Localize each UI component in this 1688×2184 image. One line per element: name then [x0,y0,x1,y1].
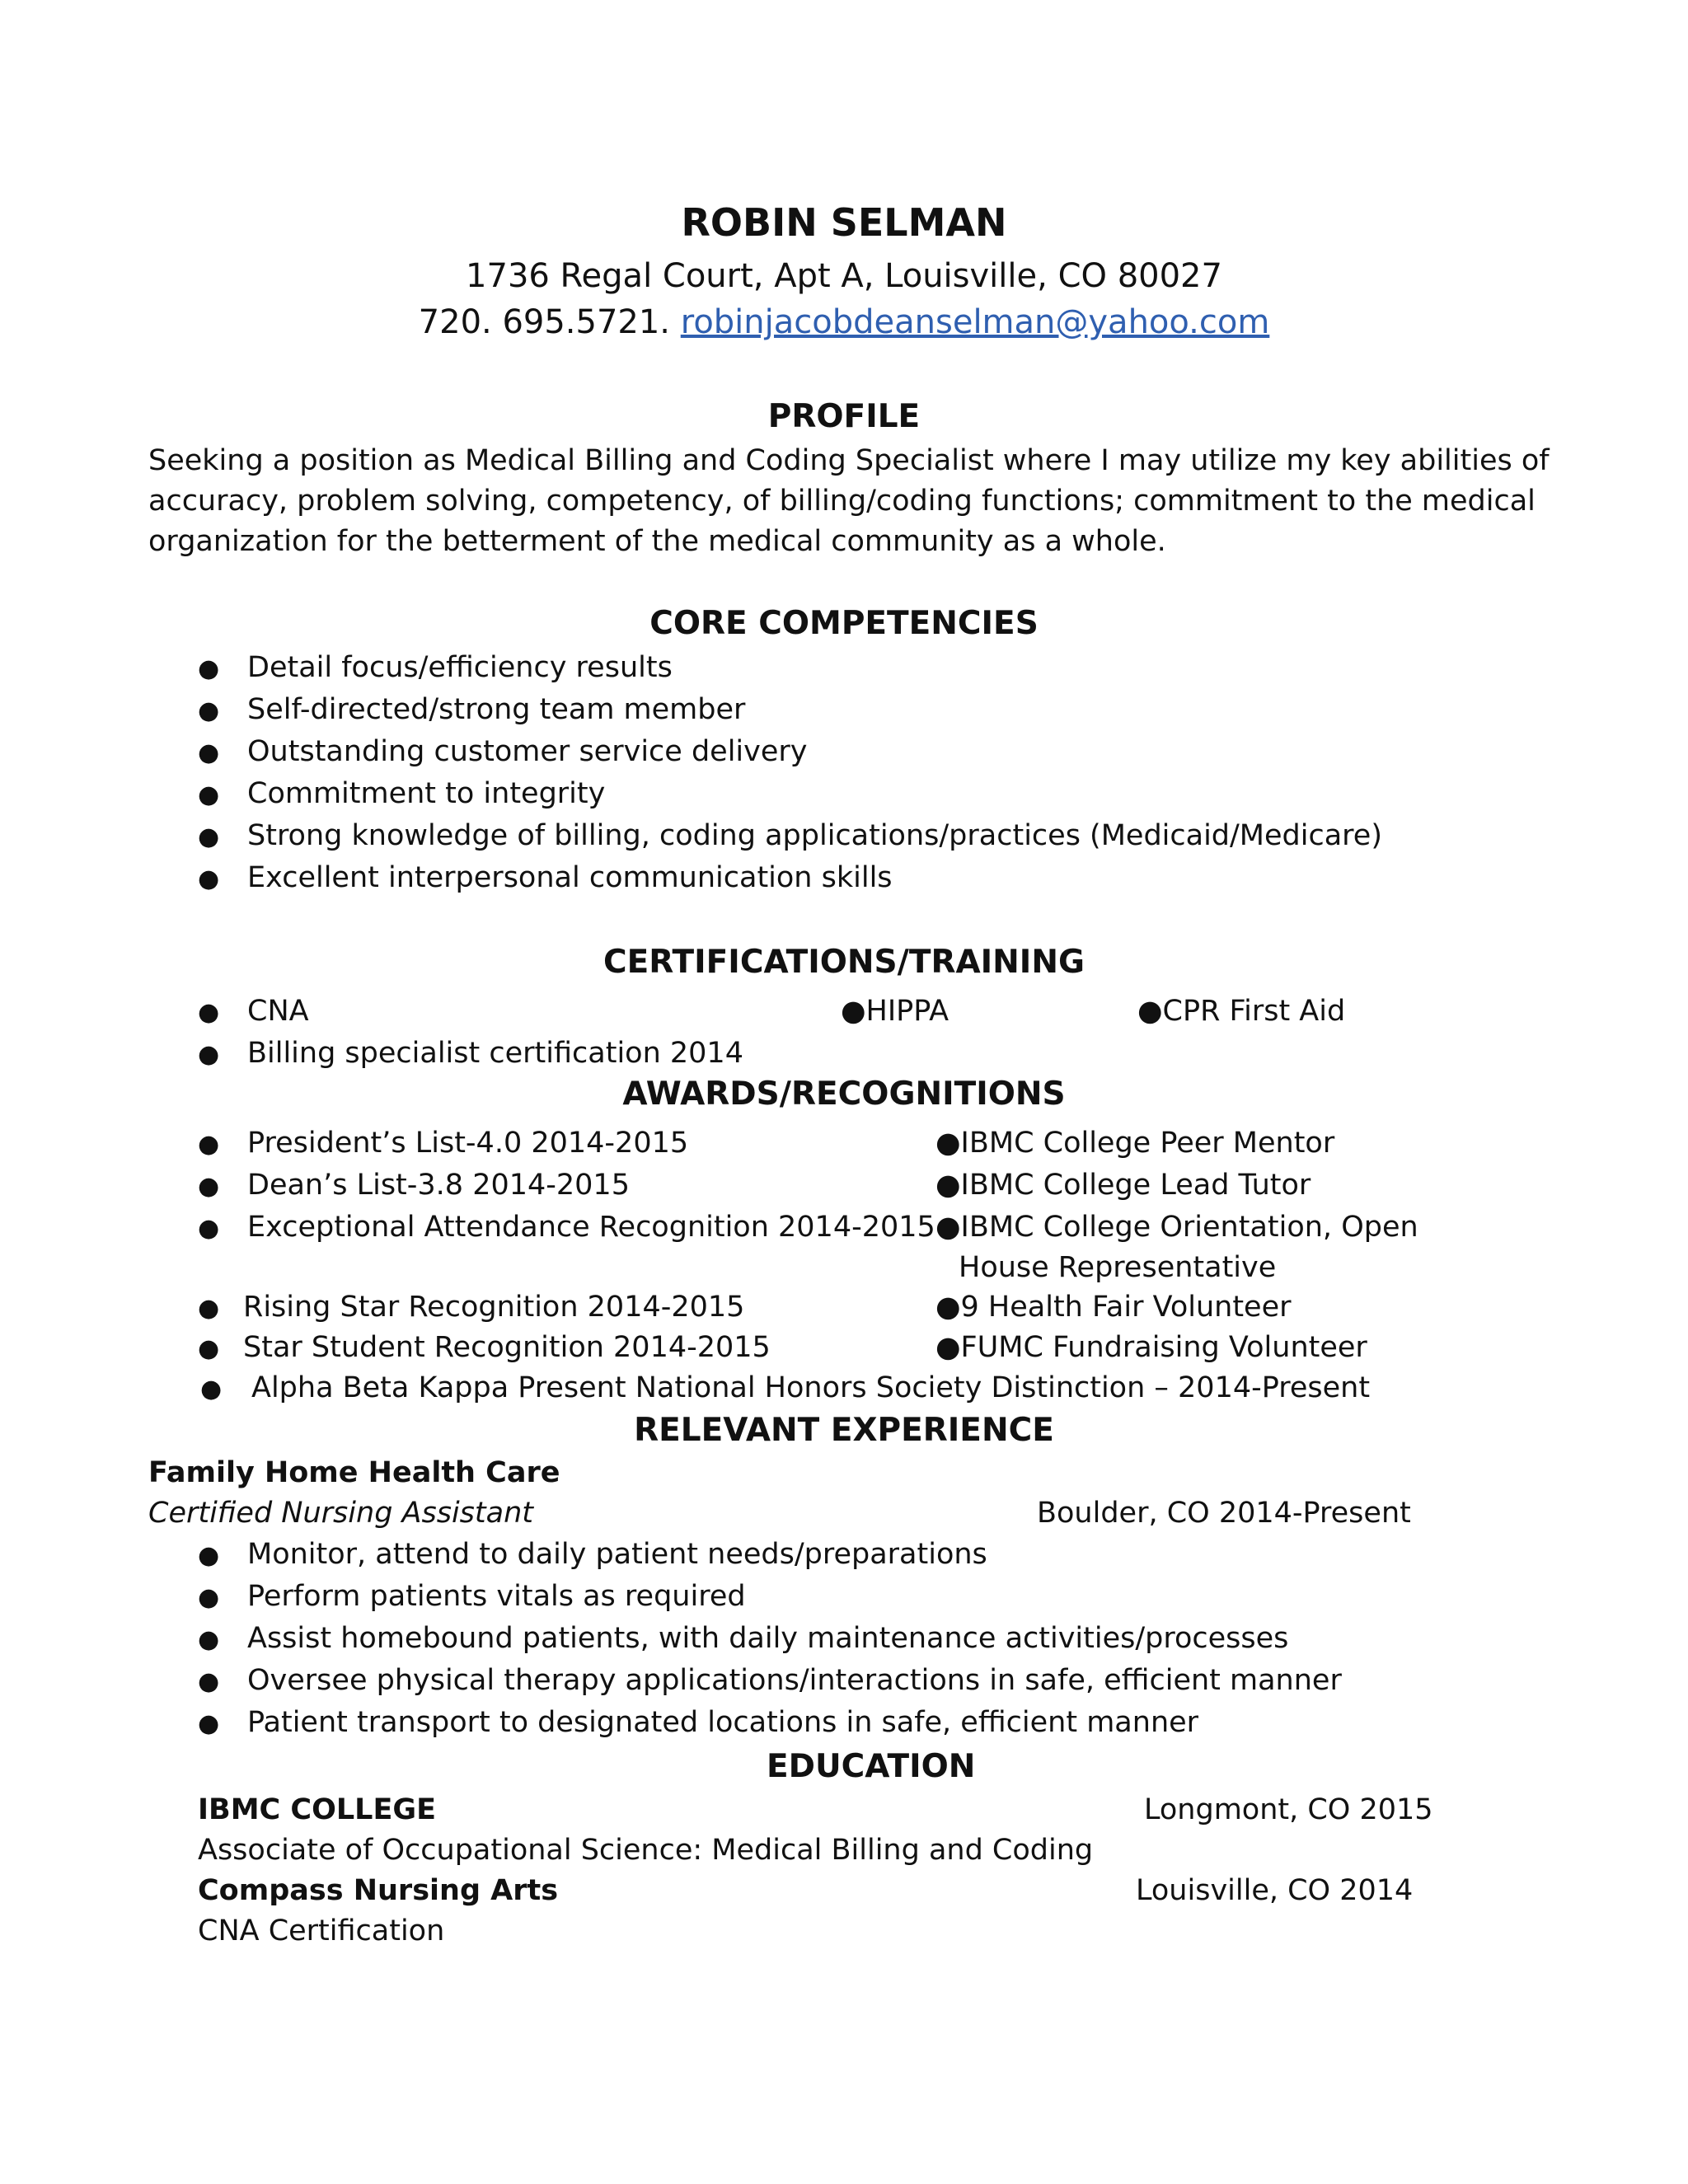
bullet-icon: ● [198,998,220,1027]
bullet-icon: ● [198,865,220,893]
bullet-icon: ● [198,1667,220,1696]
bullet-icon: ● [198,823,220,851]
certifications-heading: CERTIFICATIONS/TRAINING [603,944,1085,981]
bullet-icon: ● [198,1040,220,1069]
profile-text [148,441,1550,562]
school-detail: CNA Certification [198,1915,445,1947]
education-heading: EDUCATION [767,1748,976,1785]
list-item: ●HIPPA [841,995,950,1028]
list-item: ●IBMC College Orientation, Open [935,1211,1418,1244]
list-item: CNA [247,995,309,1028]
list-item: Rising Star Recognition 2014-2015 [243,1291,745,1324]
list-item: Billing specialist certification 2014 [247,1037,743,1070]
list-item: ●IBMC College Peer Mentor [935,1127,1335,1160]
list-item: Dean’s List-3.8 2014-2015 [247,1169,630,1202]
employer-name: Family Home Health Care [148,1456,560,1489]
job-location-dates: Boulder, CO 2014-Present [1037,1497,1411,1530]
school-name: Compass Nursing Arts [198,1874,559,1907]
bullet-icon: ● [198,1294,220,1323]
list-item: ●CPR First Aid [1137,995,1346,1028]
email-link[interactable]: robinjacobdeanselman@yahoo.com [680,303,1270,341]
school-location: Longmont, CO 2015 [1144,1793,1433,1826]
address-line: 1736 Regal Court, Apt A, Louisville, CO 80027 [466,257,1222,295]
bullet-icon: ● [198,1172,220,1201]
bullet-icon: ● [200,1375,223,1404]
bullet-icon: ● [198,1541,220,1570]
bullet-icon: ● [198,738,220,767]
list-item: Commitment to integrity [247,777,606,810]
profile-heading: PROFILE [767,398,921,435]
list-item: ●9 Health Fair Volunteer [935,1291,1292,1324]
list-item: ●IBMC College Lead Tutor [935,1169,1311,1202]
bullet-icon: ● [198,1214,220,1243]
list-item: ●FUMC Fundraising Volunteer [935,1331,1367,1364]
list-item: Detail focus/efficiency results [247,651,673,684]
profile-line: organization for the betterment of the medical community as a whole. [148,525,1166,558]
awards-heading: AWARDS/RECOGNITIONS [622,1076,1066,1113]
list-item: Patient transport to designated locations in safe, efficient manner [247,1706,1199,1739]
list-item: Assist homebound patients, with daily maintenance activities/processes [247,1622,1289,1655]
list-item: Outstanding customer service delivery [247,735,808,768]
job-title: Certified Nursing Assistant [148,1497,533,1530]
school-detail: Associate of Occupational Science: Medical Billing and Coding [198,1834,1094,1867]
bullet-icon: ● [198,1334,220,1363]
contact-line [0,303,1688,341]
list-item: President’s List-4.0 2014-2015 [247,1127,689,1160]
bullet-icon: ● [198,1625,220,1654]
bullet-icon: ● [198,780,220,809]
bullet-icon: ● [198,1583,220,1612]
list-item: Star Student Recognition 2014-2015 [243,1331,771,1364]
school-name: IBMC COLLEGE [198,1793,436,1826]
list-item: Exceptional Attendance Recognition 2014-2015 [247,1211,935,1244]
phone-number: 720. 695.5721. [418,303,671,341]
list-item: Alpha Beta Kappa Present National Honors Society Distinction – 2014-Present [251,1371,1371,1404]
list-item-continuation: House Representative [959,1251,1277,1284]
list-item: Strong knowledge of billing, coding applications/practices (Medicaid/Medicare) [247,819,1382,852]
profile-line: Seeking a position as Medical Billing and Coding Specialist where I may utilize my key abilities of [148,444,1550,477]
bullet-icon: ● [198,1709,220,1738]
list-item: Perform patients vitals as required [247,1580,746,1613]
bullet-icon: ● [198,654,220,683]
list-item: Oversee physical therapy applications/interactions in safe, efficient manner [247,1664,1342,1697]
applicant-name: ROBIN SELMAN [681,200,1007,245]
profile-line: accuracy, problem solving, competency, of billing/coding functions; commitment to the medical [148,485,1536,518]
core-competencies-heading: CORE COMPETENCIES [649,605,1039,642]
bullet-icon: ● [198,1130,220,1159]
list-item: Excellent interpersonal communication skills [247,861,893,894]
list-item: Self-directed/strong team member [247,693,746,726]
experience-heading: RELEVANT EXPERIENCE [634,1412,1054,1449]
school-location: Louisville, CO 2014 [1136,1874,1414,1907]
bullet-icon: ● [198,696,220,725]
list-item: Monitor, attend to daily patient needs/preparations [247,1538,987,1571]
